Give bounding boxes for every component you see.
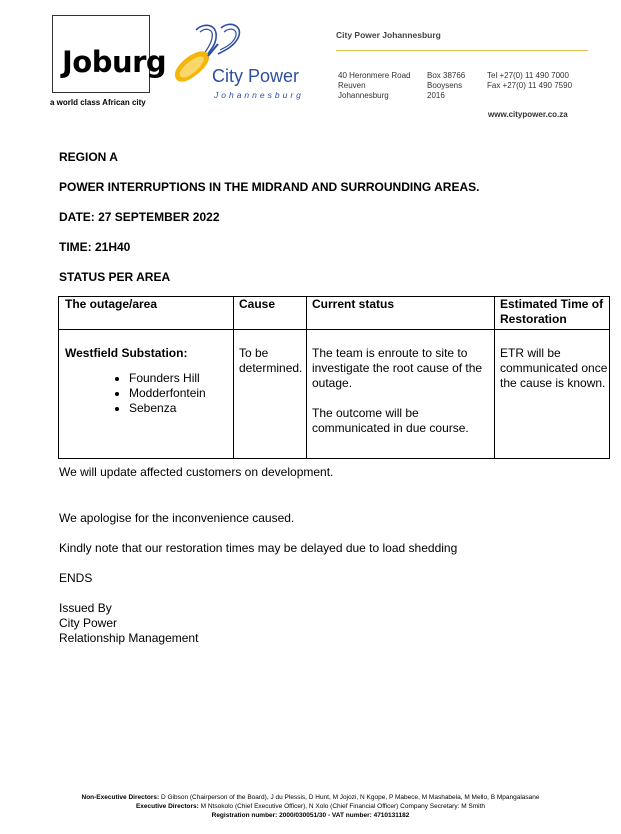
- suburb-list: [65, 371, 233, 416]
- address-line: Johannesburg: [338, 91, 389, 100]
- city-power-logo-sub: Johannesburg: [214, 90, 304, 100]
- status-heading: STATUS PER AREA: [59, 270, 171, 284]
- website-link[interactable]: www.citypower.co.za: [488, 110, 568, 119]
- header-current-status: Current status: [307, 297, 495, 330]
- address-line: 40 Heronmere Road: [338, 71, 411, 80]
- header-divider: [336, 50, 588, 51]
- notice-title: POWER INTERRUPTIONS IN THE MIDRAND AND SURROUNDING AREAS.: [59, 180, 480, 194]
- exec-label: Executive Directors:: [135, 803, 199, 810]
- apology-note: We apologise for the inconvenience caused.: [59, 511, 295, 525]
- exec-names: M Ntsokolo (Chief Executive Officer), N Xolo (Chief Financial Officer) Company Secretary: M Smith: [200, 803, 486, 810]
- company-name: City Power Johannesburg: [336, 30, 441, 40]
- outage-area-cell: [59, 330, 234, 459]
- region-heading: REGION A: [59, 150, 118, 164]
- header-cause: Cause: [234, 297, 307, 330]
- update-note: We will update affected customers on development.: [59, 465, 334, 479]
- list-item: • Modderfontein: [129, 386, 233, 401]
- issued-by-block: [59, 601, 198, 646]
- etr-cell: ETR will be communicated once the cause is known.: [495, 330, 610, 459]
- header-etr: Estimated Time of Restoration: [495, 297, 610, 330]
- status-table: [58, 296, 610, 459]
- notice-time: TIME: 21H40: [59, 240, 131, 254]
- address-line: Reuven: [338, 81, 366, 90]
- table-row: [59, 330, 610, 459]
- issued-by-line: Issued By: [59, 601, 112, 615]
- joburg-tagline: a world class African city: [50, 98, 146, 107]
- status-text-1: The team is enroute to site to investigate the root cause of the outage.: [312, 346, 483, 390]
- fax: Fax +27(0) 11 490 7590: [487, 81, 573, 90]
- list-item: • Sebenza: [129, 401, 233, 416]
- load-shedding-note: Kindly note that our restoration times may be delayed due to load shedding: [59, 541, 458, 555]
- postal-address: [427, 71, 465, 101]
- non-exec-names: D Gibson (Chairperson of the Board), J du Plessis, D Hunt, M Jojozi, N Kgope, P Mabece, M Mashabela, M Mello, B Mpangalasane: [160, 794, 540, 801]
- table-header-row: [59, 297, 610, 330]
- status-cell: [307, 330, 495, 459]
- issued-by-line: City Power: [59, 616, 118, 630]
- list-item: • Founders Hill: [129, 371, 233, 386]
- postal-line: 2016: [427, 91, 445, 100]
- substation-name: Westfield Substation:: [65, 346, 188, 360]
- footer-executive: [0, 803, 621, 810]
- header-outage-area: The outage/area: [59, 297, 234, 330]
- city-power-logo-name: City Power: [212, 66, 300, 86]
- footer-registration: Registration number: 2000/030051/30 - VAT number: 4710131182: [211, 812, 410, 819]
- postal-line: Box 38766: [427, 71, 466, 80]
- postal-line: Booysens: [427, 81, 463, 90]
- footer-non-executive: [0, 794, 621, 801]
- joburg-logo-text: Joburg: [62, 45, 167, 79]
- non-exec-label: Non-Executive Directors:: [81, 794, 160, 801]
- telephone: Tel +27(0) 11 490 7000: [487, 71, 569, 80]
- status-text-2: The outcome will be communicated in due course.: [312, 406, 469, 435]
- street-address: [338, 71, 410, 101]
- ends-marker: ENDS: [59, 571, 93, 585]
- notice-date: DATE: 27 SEPTEMBER 2022: [59, 210, 220, 224]
- issued-by-line: Relationship Management: [59, 631, 199, 645]
- cause-cell: To be determined.: [234, 330, 307, 459]
- contact-numbers: [487, 71, 572, 91]
